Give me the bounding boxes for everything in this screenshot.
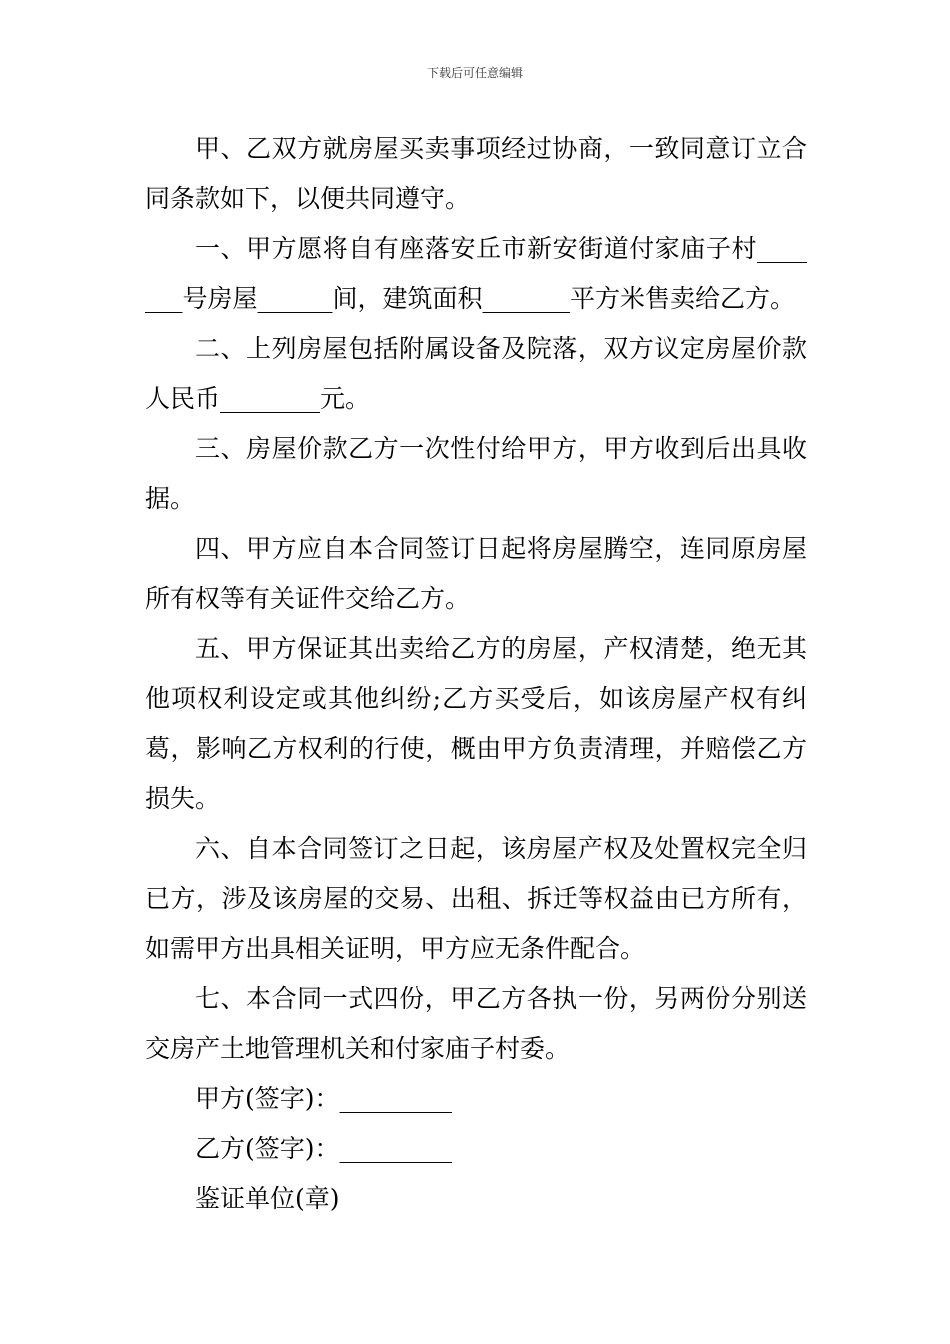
party-b-signature-line: 乙方(签字)：_________ — [195, 1134, 453, 1163]
witness-unit-seal-line: 鉴证单位(章) — [195, 1184, 340, 1213]
page-header-note: 下载后可任意编辑 — [426, 66, 523, 80]
clause-5-paragraph: 五、甲方保证其出卖给乙方的房屋，产权清楚，绝无其他项权利设定或其他纠纷;乙方买受后，如该房屋产权有纠葛，影响乙方权利的行使，概由甲方负责清理，并赔偿乙方损失。 — [145, 634, 807, 813]
clause-6-paragraph: 六、自本合同签订之日起，该房屋产权及处置权完全归已方，涉及该房屋的交易、出租、拆迁等权益由已方所有，如需甲方出具相关证明，甲方应无条件配合。 — [145, 834, 807, 963]
clause-7-paragraph: 七、本合同一式四份，甲乙方各执一份，另两份分别送交房产土地管理机关和付家庙子村委。 — [145, 984, 807, 1063]
party-a-signature-line: 甲方(签字)：_________ — [195, 1084, 453, 1113]
clause-4-paragraph: 四、甲方应自本合同签订日起将房屋腾空，连同原房屋所有权等有关证件交给乙方。 — [145, 534, 807, 613]
clause-1-paragraph: 一、甲方愿将自有座落安丘市新安街道付家庙子村_______号房屋______间，建筑面积_______平方米售卖给乙方。 — [145, 234, 807, 313]
intro-paragraph: 甲、乙双方就房屋买卖事项经过协商，一致同意订立合同条款如下，以便共同遵守。 — [145, 134, 807, 213]
clause-2-paragraph: 二、上列房屋包括附属设备及院落，双方议定房屋价款人民币________元。 — [145, 334, 807, 413]
contract-body — [145, 124, 807, 1224]
clause-3-paragraph: 三、房屋价款乙方一次性付给甲方，甲方收到后出具收据。 — [145, 434, 807, 513]
